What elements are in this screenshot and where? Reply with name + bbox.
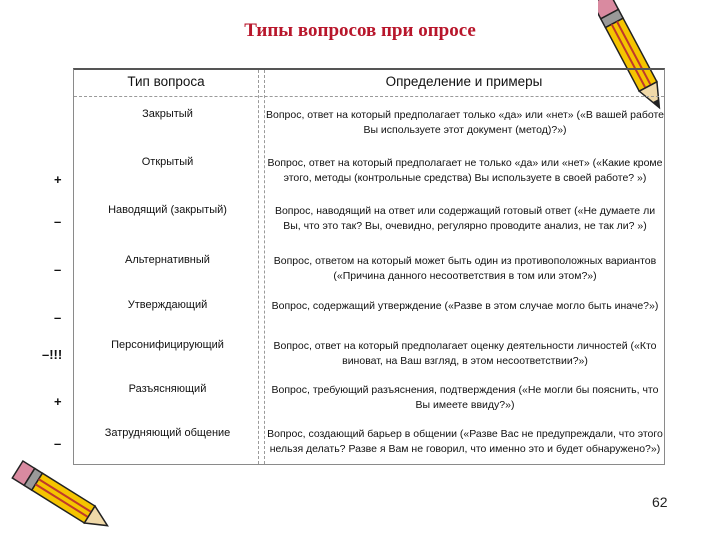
- question-type: Открытый: [141, 156, 194, 168]
- question-definition: Вопрос, содержащий утверждение («Разве в этом случае могло быть иначе?»): [271, 300, 659, 312]
- table-row: [74, 200, 664, 248]
- row-mark: –: [54, 214, 62, 229]
- question-type: Утверждающий: [127, 299, 208, 311]
- question-definition: Вопрос, ответ на который предполагает только «да» или «нет» («В вашей работе Вы используете этот документ (метод)?»): [266, 109, 664, 136]
- table-row: [74, 152, 664, 200]
- question-definition: Вопрос, ответом на который может быть один из противоположных вариантов («Причина данного несоответствия в том или этом?»): [273, 255, 657, 282]
- question-type: Закрытый: [142, 108, 193, 120]
- question-type: Персонифицирующий: [111, 339, 224, 351]
- table-row: [74, 335, 664, 381]
- table-row: [74, 423, 664, 467]
- question-definition: Вопрос, ответ на который предполагает не только «да» или «нет» («Какие кроме этого, методы (контрольные средства) Вы используете в своей работе? »): [267, 157, 663, 184]
- question-type: Разъясняющий: [128, 383, 207, 395]
- header-type: Тип вопроса: [127, 74, 205, 89]
- question-definition: Вопрос, создающий барьер в общении («Разве Вас не предупреждали, что этого нельзя делать? Разве я Вам не говорил, что именно это и будет обнаружено?»): [267, 428, 663, 455]
- row-mark: –!!!: [42, 347, 63, 362]
- row-mark: +: [54, 172, 62, 187]
- slide-title: Типы вопросов при опросе: [244, 20, 476, 41]
- table-row: [74, 379, 664, 421]
- question-definition: Вопрос, требующий разъяснения, подтверждения («Не могли бы пояснить, что Вы имеете ввиду?»): [271, 384, 659, 411]
- question-type: Затрудняющий общение: [104, 427, 231, 439]
- question-definition: Вопрос, ответ на который предполагает оценку деятельности личностей («Кто виноват, на Ваш взгляд, в этом несоответствии?»): [273, 340, 657, 367]
- question-definition: Вопрос, наводящий на ответ или содержащий готовый ответ («Не думаете ли Вы, что это так? Вы, очевидно, регулярно проводите анализ, не так ли? »): [274, 205, 656, 232]
- row-mark: –: [54, 262, 62, 277]
- header-separator: [74, 96, 664, 97]
- table-row: [74, 104, 664, 152]
- page-number: 62: [652, 494, 668, 510]
- question-type: Наводящий (закрытый): [108, 204, 227, 216]
- question-type: Альтернативный: [125, 254, 210, 266]
- header-definition: Определение и примеры: [385, 74, 543, 89]
- question-types-table: [73, 68, 665, 465]
- table-row: [74, 295, 664, 335]
- row-mark: –: [54, 310, 62, 325]
- table-row: [74, 250, 664, 294]
- row-mark: +: [54, 394, 62, 409]
- row-mark: –: [54, 436, 62, 451]
